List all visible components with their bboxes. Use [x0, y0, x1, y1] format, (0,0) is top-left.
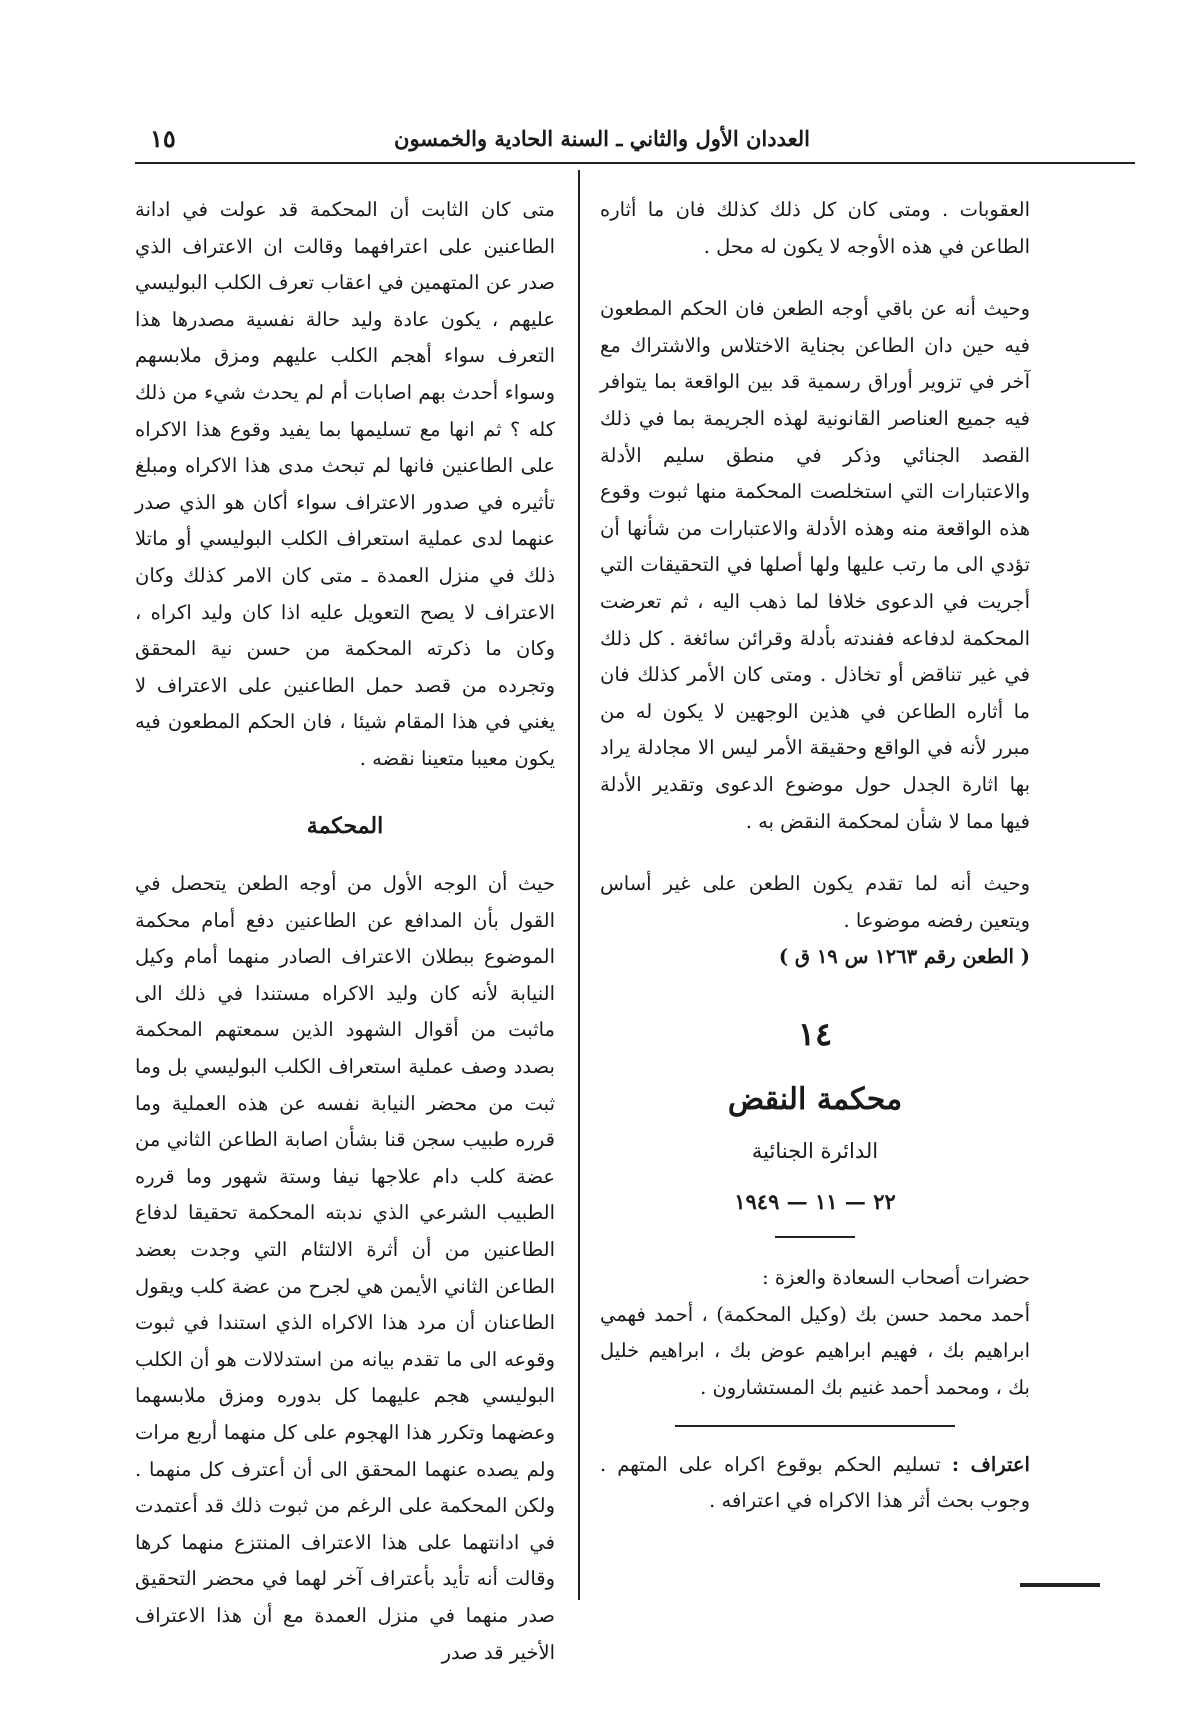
- headnote-text: تسليم الحكم بوقوع اكراه على المتهم . وجوب بحث أثر هذا الاكراه في اعترافه .: [600, 1452, 1030, 1513]
- headnote-keyword: اعتراف :: [951, 1452, 1030, 1476]
- headnote: [600, 1447, 1030, 1520]
- page-header: [150, 118, 810, 158]
- divider: [775, 1236, 855, 1238]
- paragraph: وحيث أنه عن باقي أوجه الطعن فان الحكم المطعون فيه حين دان الطاعن بجناية الاختلاس والاشتراك مع آخر في تزوير أوراق رسمية قد بين الواقعة بما يتوافر فيه جميع العناصر القانونية لهذه الجريمة بما في ذلك القصد الجنائي وذكر في منطق سليم الأدلة والاعتبارات التي استخلصت المحكمة منها ثبوت وقوع هذه الواقعة منه وهذه الأدلة والاعتبارات من شأنها أن تؤدي الى ما رتب عليها ولها أصلها في التحقيقات التي أجريت في الدعوى خلافا لما ذهب اليه ، ثم تعرضت المحكمة لدفاعه ففندته بأدلة وقرائن سائغة . كل ذلك في غير تناقض أو تخاذل . ومتى كان الأمر كذلك فان ما أثاره الطاعن في هذين الوجهين لا يكون له من مبرر لأنه في الواقع وحقيقة الأمر ليس الا مجادلة يراد بها اثارة الجدل حول موضوع الدعوى وتقدير الأدلة فيها مما لا شأن لمحكمة النقض به .: [600, 297, 1030, 833]
- header-title: العددان الأول والثاني ـ السنة الحادية والخمسون: [394, 125, 810, 151]
- paragraph: حيث أن الوجه الأول من أوجه الطعن يتحصل في القول بأن المدافع عن الطاعنين دفع أمام محكمة الموضوع ببطلان الاعتراف الصادر منهما أمام وكيل النيابة لأنه كان وليد الاكراه مستندا في ذلك الى ماثبت من أقوال الشهود الذين سمعتهم المحكمة بصدد وصف عملية استعراف الكلب البوليسي بل وما ثبت من محضر النيابة نفسه عن هذه العملية وما قرره طبيب سجن قنا بشأن اصابة الطاعن الثاني من عضة كلب دام علاجها نيفا وستة شهور وما قرره الطبيب الشرعي الذي ندبته المحكمة تحقيقا لدفاع الطاعنين من أن أثرة الالتئام التي وجدت بعضد الطاعن الثاني الأيمن هي لجرح من عضة كلب ويقول الطاعنان أن مرد هذا الاكراه الذي استندا في ثبوت وقوعه الى ما تقدم بيانه من استدلالات هو أن الكلب البوليسي هجم عليهما كل بدوره ومزق ملابسهما وعضهما وتكرر هذا الهجوم على كل منهما أربع مرات ولم يصده عنهما المحقق الى أن أعترف كل منهما . ولكن المحكمة على الرغم من ثبوت ذلك قد أعتمدت في ادانتهما على هذا الاعتراف المنتزع منهما كرها وقالت أنه تأيد بأعتراف آخر لهما في محضر التحقيق صدر منهما في منزل العمدة مع أن هذا الاعتراف الأخير قد صدر: [135, 872, 555, 1664]
- appeal-reference: ( الطعن رقم ١٢٦٣ س ١٩ ق ): [778, 945, 1030, 969]
- paragraph: العقوبات . ومتى كان كل ذلك كذلك فان ما أثاره الطاعن في هذه الأوجه لا يكون له محل .: [600, 198, 1030, 258]
- session-date: ٢٢ — ١١ — ١٩٤٩: [734, 1188, 896, 1214]
- left-column: [135, 192, 555, 1671]
- right-column: [600, 192, 1030, 1520]
- court-name: محكمة النقض: [727, 1082, 903, 1118]
- paragraph: متى كان الثابت أن المحكمة قد عولت في ادانة الطاعنين على اعترافهما وقالت ان الاعتراف الذي صدر عن المتهمين في اعقاب تعرف الكلب البوليسي عليهم ، يكون عادة وليد حالة نفسية مصدرها هذا التعرف سواء أهجم الكلب عليهم ومزق ملابسهم وسواء أحدث بهم اصابات أم لم يحدث شيء من ذلك كله ؟ ثم انها مع تسليمها بما يفيد وقوع هذا الاكراه على الطاعنين فانها لم تبحث مدى هذا الاكراه ومبلغ تأثيره في صدور الاعتراف سواء أكان هو الذي صدر عنهما لدى عملية استعراف الكلب البوليسي أو ماتلا ذلك في منزل العمدة ـ متى كان الامر كذلك وكان الاعتراف لا يصح التعويل عليه اذا كان وليد اكراه ، وكان ما ذكرته المحكمة من حسن نية المحقق وتجرده من قصد حمل الطاعنين على الاعتراف لا يغني في هذا المقام شيئا ، فان الحكم المطعون فيه يكون معيبا متعينا نقضه .: [135, 198, 555, 770]
- section-heading: المحكمة: [306, 812, 384, 839]
- panel-names: أحمد محمد حسن بك (وكيل المحكمة) ، أحمد فهمي ابراهيم بك ، فهيم ابراهيم عوض بك ، ابراهيم خليل بك ، ومحمد أحمد غنيم بك المستشارون .: [600, 1302, 1030, 1400]
- header-rule: [135, 162, 1135, 164]
- panel-intro: حضرات أصحاب السعادة والعزة :: [762, 1266, 1030, 1290]
- bottom-rule: [1020, 1583, 1100, 1587]
- case-number: ١٤: [797, 1014, 833, 1053]
- divider: [675, 1425, 955, 1427]
- circuit-name: الدائرة الجنائية: [751, 1139, 879, 1164]
- paragraph: وحيث أنه لما تقدم يكون الطعن على غير أساس ويتعين رفضه موضوعا .: [600, 872, 1030, 932]
- page-number: ١٥: [150, 123, 176, 153]
- column-divider: [578, 170, 580, 1600]
